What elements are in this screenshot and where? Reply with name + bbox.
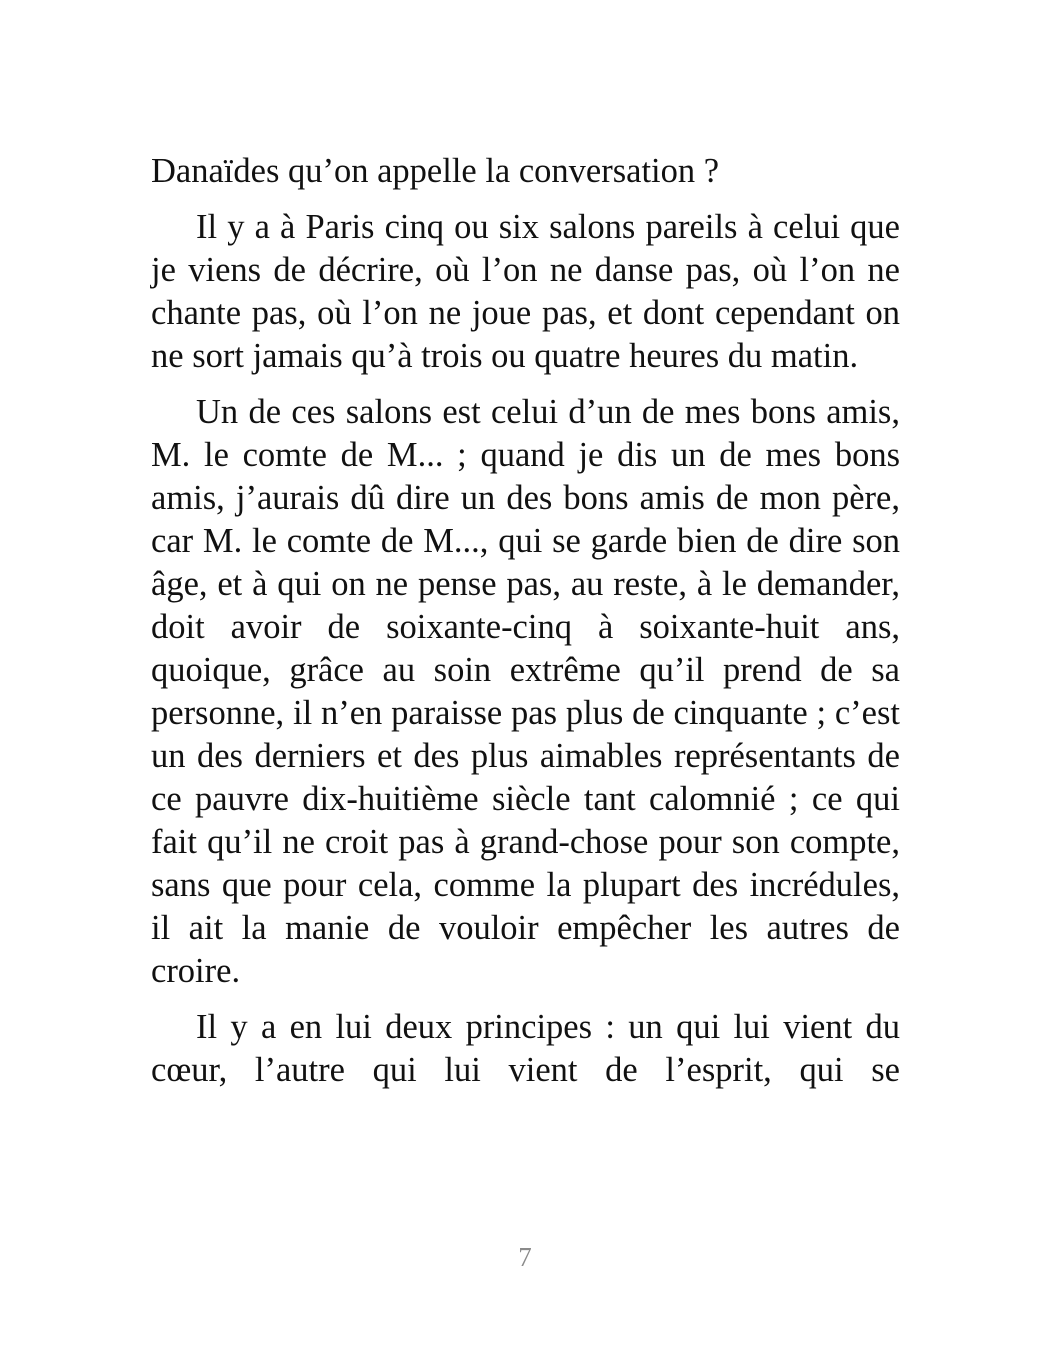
paragraph-continued: Danaïdes qu’on appelle la conversation ? — [151, 152, 720, 190]
page-text — [151, 150, 900, 1105]
paragraph: Un de ces salons est celui d’un de mes bons amis, M. le comte de M... ; quand je dis un de mes bons amis, j’aurais dû dire un des bons amis de mon père, car M. le comte de M..., qui se garde bien de dire son âge, et à qui on ne pense pas, au reste, à le demander, doit avoir de soixante-cinq à soixante-huit ans, quoique, grâce au soin extrême qu’il prend de sa personne, il n’en paraisse pas plus de cinquante ; c’est un des derniers et des plus aimables représentants de ce pauvre dix-huitième siècle tant calomnié ; ce qui fait qu’il ne croit pas à grand-chose pour son compte, sans que pour cela, comme la plupart des incrédules, il ait la manie de vouloir empêcher les autres de croire. — [151, 393, 900, 990]
paragraph-truncated: Il y a en lui deux principes : un qui lui vient du cœur, l’autre qui lui vient de l’esprit, qui se — [151, 1008, 900, 1089]
paragraph: Il y a à Paris cinq ou six salons pareils à celui que je viens de décrire, où l’on ne danse pas, où l’on ne chante pas, où l’on ne joue pas, et dont cependant on ne sort jamais qu’à trois ou quatre heures du matin. — [151, 208, 900, 375]
page-number: 7 — [518, 1242, 532, 1272]
